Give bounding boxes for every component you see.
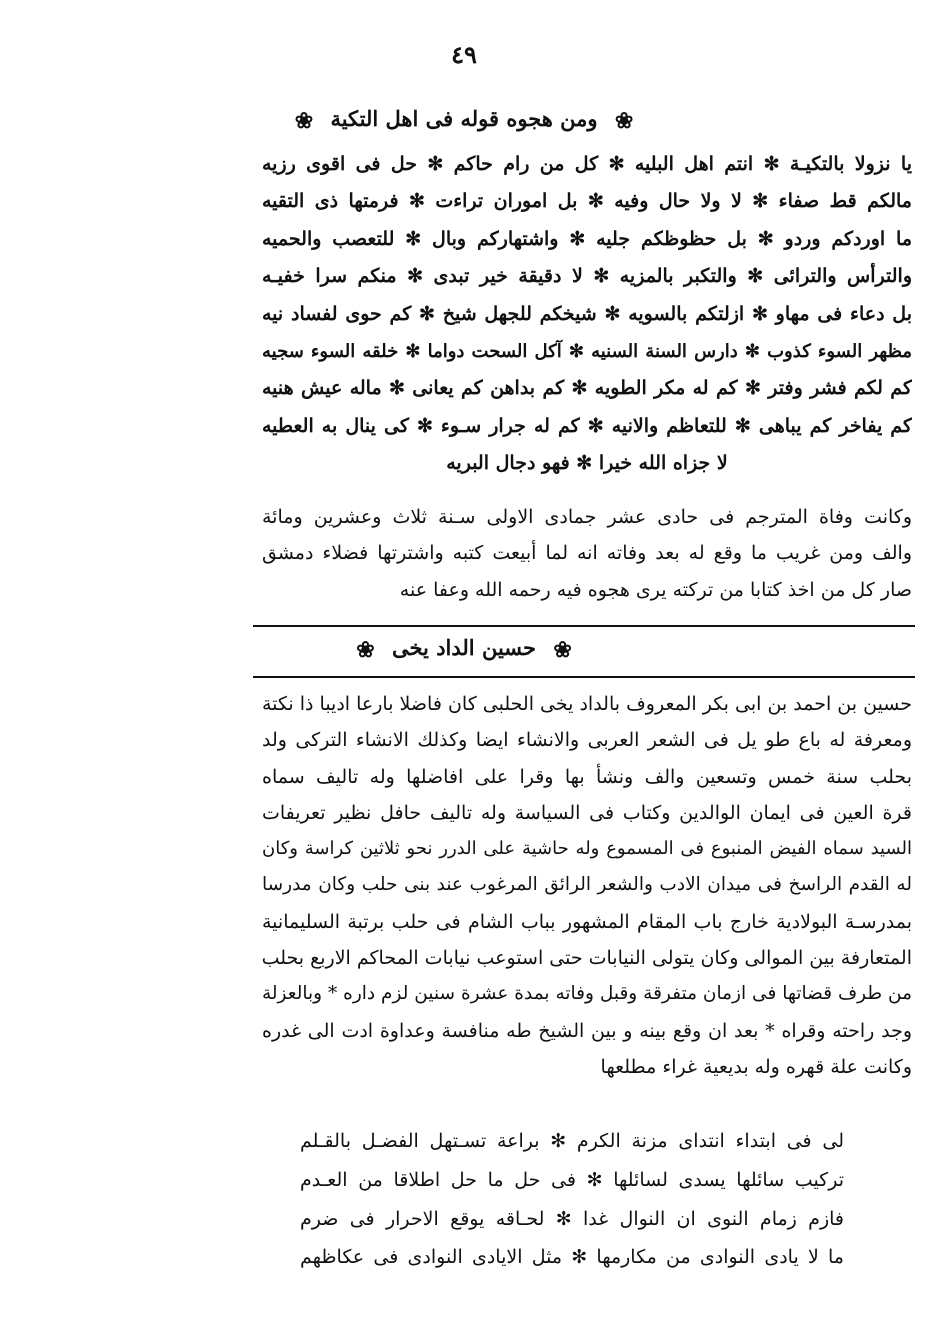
page-number: ٤٩ <box>451 40 477 69</box>
divider-rule <box>253 625 915 627</box>
section-heading-text: ومن هجوه قوله فى اهل التكية <box>330 106 598 131</box>
poem-verse: كم لكم فشر وفتر ✻ كم له مكر الطويه ✻ كم بداهن كم يعانى ✻ ماله عيش هنيه <box>262 377 912 400</box>
poem-verse: تركيب سائلها يسدى لسائلها ✻ فى حل ما حل اطلاقا من العـدم <box>300 1168 844 1191</box>
text-line: والف ومن غريب ما وقع له بعد وفاته انه لما أبيعت كتبه واشترتها فضلاء دمشق <box>262 542 912 565</box>
text-line: وكانت علة قهره وله بديعية غراء مطلعها <box>600 1055 912 1078</box>
text-line: حسين بن احمد بن ابى بكر المعروف بالداد يخى الحلبى كان فاضلا بارعا اديبا ذا نكتة <box>262 693 912 715</box>
poem-verse: لى فى ابتداء انتداى مزنة الكرم ✻ براعة تسـتهل الفضـل بالقـلم <box>300 1130 844 1152</box>
text-line: من طرف قضاتها فى ازمان متفرقة وقبل وفاته بمدة عشرة سنين لزم داره * وبالعزلة <box>262 983 912 1005</box>
text-line: صار كل من اخذ كتابا من تركته يرى هجوه فيه رحمه الله وعفا عنه <box>399 578 912 601</box>
poem-final-verse: لا جزاه الله خيرا ✻ فهو دجال البريه <box>446 452 728 475</box>
text-line: ومعرفة له باع طو يل فى الشعر العربى والانشاء ايضا وكذلك الانشاء التركى ولد <box>262 729 912 752</box>
poem-verse: ما لا يادى النوادى من مكارمها ✻ مثل الايادى النوادى فى عكاظهم <box>300 1246 844 1269</box>
flower-ornament-icon: ❀ <box>294 107 314 134</box>
poem-verse: مالكم قط صفاء ✻ لا ولا حال وفيه ✻ بل اموران تراءت ✻ فرمتها ذى التقيه <box>262 190 912 213</box>
section-heading-satire <box>0 106 928 134</box>
biography-paragraph <box>262 686 912 1085</box>
poem-verse: فازم زمام النوى ان النوال غدا ✻ لحـاقه يوقع الاحرار فى ضرم <box>300 1207 844 1230</box>
poem-verse: والترأس والترائى ✻ والتكبر بالمزيه ✻ لا دقيقة خير تبدى ✻ منكم سرا خفيـه <box>262 265 912 288</box>
poem-verse: يا نزولا بالتكيـة ✻ انتم اهل البليه ✻ كل من رام حاكم ✻ حل فى اقوى رزيه <box>262 153 912 175</box>
text-line: وجد راحته وقراه * بعد ان وقع بينه و بين الشيخ طه منافسة وعداوة ادت الى غدره <box>262 1019 912 1042</box>
flower-ornament-icon: ❀ <box>614 107 634 134</box>
flower-ornament-icon: ❀ <box>356 636 375 663</box>
flower-ornament-icon: ❀ <box>553 636 572 663</box>
text-line: له القدم الراسخ فى ميدان الادب والشعر الرائق المرغوب عند بنى حلب وكان مدرسا <box>262 874 912 896</box>
poem-verse: بل دعاء فى مهاو ✻ ازلتكم بالسويه ✻ شيخكم للجهل شيخ ✻ كم حوى لفساد نيه <box>262 302 912 325</box>
text-line: وكانت وفاة المترجم فى حادى عشر جمادى الاولى سـنة ثلاث وعشرين ومائة <box>262 506 912 528</box>
badiiyya-poem <box>300 1122 844 1277</box>
text-line: المتعارفة بين الموالى وكان يتولى النيابات حتى استوعب نيابات المحاكم الاربع بحلب <box>262 947 912 970</box>
text-line: بمدرسـة البولادية خارج باب المقام المشهور بباب الشام فى حلب برتبة السليمانية <box>262 910 912 933</box>
text-line: قرة العين فى ايمان الوالدين وكتاب فى السياسة وله تاليف حافل نظير تعريفات <box>262 801 912 824</box>
section-heading-text: حسين الداد يخى <box>391 635 536 660</box>
death-note-paragraph <box>262 499 912 608</box>
poem-verse: مظهر السوء كذوب ✻ دارس السنة السنيه ✻ آكل السحت دواما ✻ خلقه السوء سجيه <box>262 340 912 362</box>
poem-verse: ما اوردكم وردو ✻ بل حظوظكم جليه ✻ واشتهاركم وبال ✻ للتعصب والحميه <box>262 227 912 250</box>
poem-verse: كم يفاخر كم يباهى ✻ للتعاظم والانيه ✻ كم له جرار سـوء ✻ كى ينال به العطيه <box>262 414 912 437</box>
text-line: بحلب سنة خمس وتسعين والف ونشأ بها وقرا على افاضلها وله تاليف سماه <box>262 765 912 788</box>
text-line: السيد سماه الفيض المنبوع فى المسموع وله حاشية على الدرر نحو ثلاثين كراسة وكان <box>262 838 912 860</box>
section-heading-biography <box>0 635 928 663</box>
satire-poem <box>262 146 912 483</box>
divider-rule <box>253 676 915 678</box>
